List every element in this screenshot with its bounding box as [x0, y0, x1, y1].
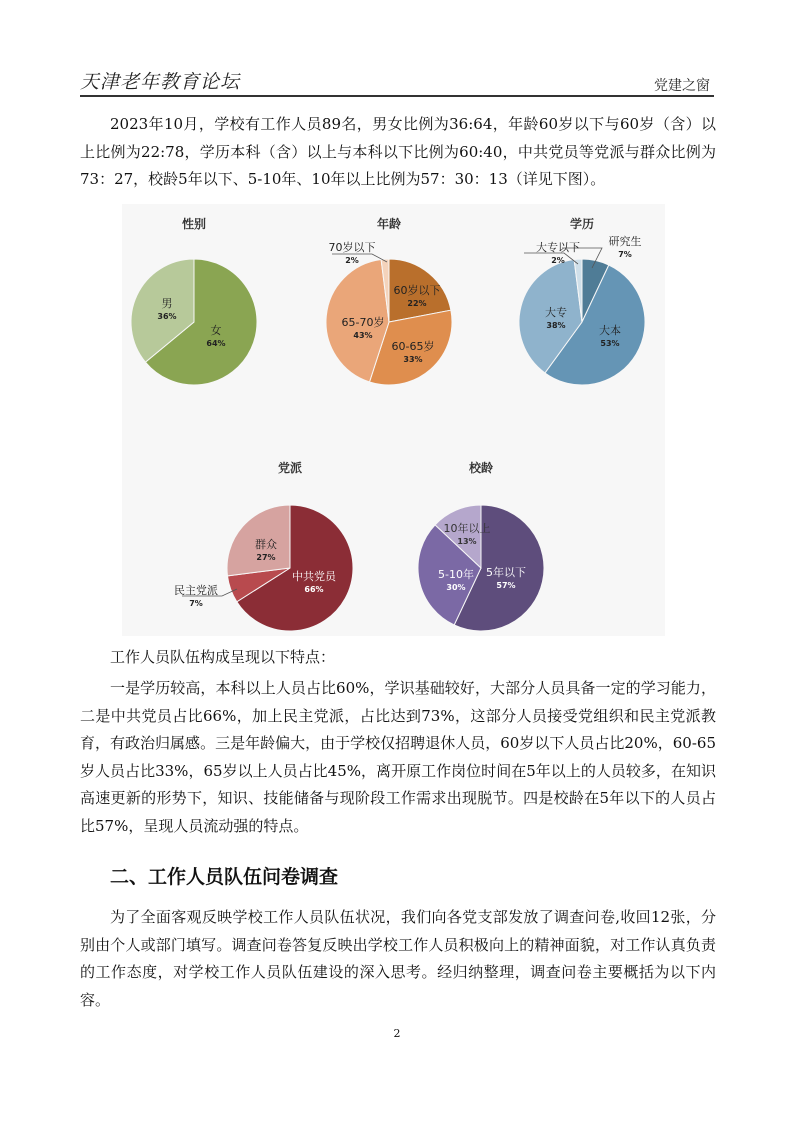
section-heading: 二、工作人员队伍问卷调查	[110, 866, 339, 888]
pie-title: 学历	[569, 217, 595, 231]
slice-percent: 22%	[407, 299, 427, 308]
features-intro: 工作人员队伍构成呈现以下特点：	[110, 648, 336, 666]
slice-percent: 53%	[600, 339, 620, 348]
slice-percent: 2%	[345, 256, 359, 265]
slice-label: 10年以上	[443, 522, 491, 535]
pie-title: 性别	[181, 217, 207, 231]
slice-label: 大本	[599, 324, 621, 337]
section-name: 党建之窗	[654, 78, 710, 94]
slice-percent: 38%	[546, 321, 566, 330]
pie-title: 校龄	[468, 461, 494, 475]
page-number: 2	[393, 1027, 401, 1040]
slice-label: 女	[210, 324, 222, 337]
survey-paragraph: 为了全面客观反映学校工作人员队伍状况，我们向各党支部发放了调查问卷,收回12张，分别由个人或部门填写。调查问卷答复反映出学校工作人员积极向上的精神面貌，对工作认真负责的工作态度，对学校工作人员队伍建设的深入思考。经归纳整理，调查问卷主要概括为以下内容。	[80, 908, 716, 1009]
pie-chart	[519, 216, 645, 385]
slice-percent: 27%	[256, 553, 276, 562]
slice-percent: 7%	[189, 599, 203, 608]
slice-percent: 64%	[206, 339, 226, 348]
pie-chart	[418, 460, 544, 631]
slice-percent: 43%	[353, 331, 373, 340]
slice-percent: 57%	[496, 581, 516, 590]
intro-paragraph: 2023年10月，学校有工作人员89名，男女比例为36:64，年龄60岁以下与60岁（含）以上比例为22:78，学历本科（含）以上与本科以下比例为60:40，中共党员等党派与群众比例为73：27，校龄5年以下、5-10年、10年以上比例为57：30：13（详见下图）。	[80, 115, 716, 189]
slice-label: 中共党员	[292, 570, 336, 583]
slice-label: 70岁以下	[328, 241, 376, 254]
header-divider	[80, 95, 714, 97]
slice-label: 5-10年	[438, 568, 474, 581]
slice-label: 60岁以下	[393, 284, 441, 297]
slice-label: 大专以下	[536, 241, 580, 254]
slice-percent: 13%	[457, 537, 477, 546]
slice-label: 研究生	[608, 235, 642, 248]
slice-percent: 2%	[551, 256, 565, 265]
slice-percent: 7%	[618, 250, 632, 259]
slice-percent: 66%	[304, 585, 324, 594]
slice-percent: 36%	[157, 312, 177, 321]
slice-label: 群众	[255, 538, 277, 551]
pie-chart	[174, 460, 353, 631]
pie-chart	[326, 216, 452, 385]
slice-label: 65-70岁	[341, 316, 385, 329]
features-paragraph: 一是学历较高，本科以上人员占比60%，学识基础较好，大部分人员具备一定的学习能力，二是中共党员占比66%，加上民主党派，占比达到73%，这部分人员接受党组织和民主党派教育，有政治归属感。三是年龄偏大，由于学校仅招聘退休人员，60岁以下人员占比20%，60-65岁人员占比33%，65岁以上人员占比45%，离开原工作岗位时间在5年以上的人员较多，在知识高速更新的形势下，知识、技能储备与现阶段工作需求出现脱节。四是校龄在5年以下的人员占比57%，呈现人员流动强的特点。	[80, 679, 716, 835]
slice-percent: 30%	[446, 583, 466, 592]
pie-chart	[131, 216, 257, 385]
slice-percent: 33%	[403, 355, 423, 364]
staff-composition-charts	[122, 204, 665, 636]
slice-label: 60-65岁	[391, 340, 435, 353]
slice-label: 大专	[545, 306, 567, 319]
pie-title: 年龄	[376, 217, 402, 231]
journal-logo: 天津老年教育论坛	[80, 71, 241, 93]
slice-label: 民主党派	[174, 584, 218, 597]
pie-charts-svg	[122, 204, 665, 636]
pie-title: 党派	[277, 461, 303, 475]
slice-label: 5年以下	[486, 566, 526, 579]
slice-label: 男	[161, 297, 173, 310]
